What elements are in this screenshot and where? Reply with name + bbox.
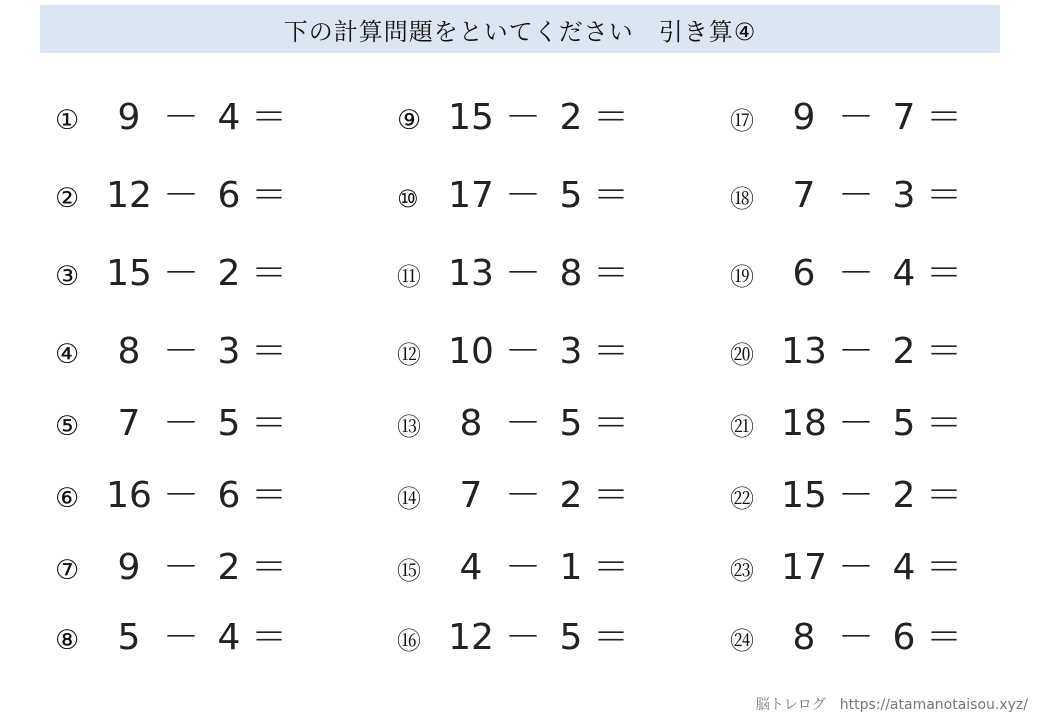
problem-number: ㉒ bbox=[730, 485, 752, 513]
problem-item bbox=[55, 332, 355, 392]
minus-sign: － bbox=[163, 97, 200, 138]
equals-sign: ＝ bbox=[593, 253, 630, 294]
problem-number: ④ bbox=[55, 339, 80, 370]
subtrahend: 7 bbox=[892, 97, 916, 138]
equals-sign: ＝ bbox=[251, 403, 288, 444]
equals-sign: ＝ bbox=[593, 475, 630, 516]
equals-sign: ＝ bbox=[926, 617, 963, 658]
subtrahend: 2 bbox=[559, 97, 583, 138]
subtrahend: 6 bbox=[892, 617, 916, 658]
minus-sign: － bbox=[163, 175, 200, 216]
problem-item bbox=[397, 404, 697, 464]
problem-number: ⑫ bbox=[397, 341, 419, 369]
problem-item bbox=[55, 98, 355, 158]
subtrahend: 6 bbox=[217, 475, 241, 516]
subtrahend: 3 bbox=[892, 175, 916, 216]
minus-sign: － bbox=[163, 475, 200, 516]
minus-sign: － bbox=[163, 403, 200, 444]
subtrahend: 2 bbox=[892, 475, 916, 516]
problem-number: ⑬ bbox=[397, 413, 419, 441]
problem-item bbox=[730, 176, 1030, 236]
problem-item bbox=[397, 618, 697, 678]
problem-item bbox=[730, 618, 1030, 678]
minuend: 9 bbox=[117, 547, 141, 588]
problem-number: ⑰ bbox=[730, 107, 752, 135]
minuend: 15 bbox=[448, 97, 494, 138]
minuend: 4 bbox=[459, 547, 483, 588]
minus-sign: － bbox=[163, 253, 200, 294]
minuend: 8 bbox=[459, 403, 483, 444]
problem-number: ㉓ bbox=[730, 557, 752, 585]
equals-sign: ＝ bbox=[926, 403, 963, 444]
site-credit: 脳トレログ https://atamanotaisou.xyz/ bbox=[755, 697, 1028, 713]
problem-item bbox=[397, 254, 697, 314]
problem-item bbox=[397, 332, 697, 392]
subtrahend: 2 bbox=[559, 475, 583, 516]
problem-item bbox=[397, 98, 697, 158]
problem-item bbox=[397, 476, 697, 536]
minus-sign: － bbox=[505, 331, 542, 372]
problem-item bbox=[730, 332, 1030, 392]
problem-item bbox=[397, 176, 697, 236]
subtrahend: 5 bbox=[892, 403, 916, 444]
problem-number: ⑩ bbox=[397, 185, 417, 213]
problem-number: ⑤ bbox=[55, 411, 80, 442]
minuend: 16 bbox=[106, 475, 152, 516]
minus-sign: － bbox=[163, 617, 200, 658]
subtrahend: 3 bbox=[217, 331, 241, 372]
problem-number: ⑥ bbox=[55, 483, 80, 514]
minus-sign: － bbox=[838, 617, 875, 658]
equals-sign: ＝ bbox=[593, 547, 630, 588]
minuend: 7 bbox=[792, 175, 816, 216]
subtrahend: 2 bbox=[217, 253, 241, 294]
equals-sign: ＝ bbox=[251, 253, 288, 294]
problem-number: ⑳ bbox=[730, 341, 752, 369]
minus-sign: － bbox=[505, 253, 542, 294]
minuend: 8 bbox=[792, 617, 816, 658]
minus-sign: － bbox=[505, 475, 542, 516]
minus-sign: － bbox=[505, 97, 542, 138]
problem-number: ① bbox=[55, 105, 80, 136]
equals-sign: ＝ bbox=[251, 97, 288, 138]
problem-item bbox=[55, 176, 355, 236]
problem-number: ⑮ bbox=[397, 557, 419, 585]
equals-sign: ＝ bbox=[926, 253, 963, 294]
problem-number: ⑭ bbox=[397, 485, 419, 513]
minus-sign: － bbox=[838, 175, 875, 216]
problem-number: ⑨ bbox=[397, 105, 422, 136]
problem-number: ③ bbox=[55, 261, 80, 292]
minuend: 6 bbox=[792, 253, 816, 294]
minuend: 7 bbox=[459, 475, 483, 516]
equals-sign: ＝ bbox=[251, 617, 288, 658]
minus-sign: － bbox=[838, 547, 875, 588]
minuend: 7 bbox=[117, 403, 141, 444]
subtrahend: 8 bbox=[559, 253, 583, 294]
equals-sign: ＝ bbox=[593, 97, 630, 138]
equals-sign: ＝ bbox=[926, 475, 963, 516]
minus-sign: － bbox=[163, 331, 200, 372]
problem-number: ㉔ bbox=[730, 627, 752, 655]
problem-item bbox=[730, 98, 1030, 158]
subtrahend: 6 bbox=[217, 175, 241, 216]
equals-sign: ＝ bbox=[251, 475, 288, 516]
subtrahend: 5 bbox=[217, 403, 241, 444]
subtrahend: 2 bbox=[892, 331, 916, 372]
minus-sign: － bbox=[838, 403, 875, 444]
subtrahend: 5 bbox=[559, 617, 583, 658]
subtrahend: 3 bbox=[559, 331, 583, 372]
subtrahend: 4 bbox=[892, 547, 916, 588]
minus-sign: － bbox=[838, 475, 875, 516]
equals-sign: ＝ bbox=[926, 175, 963, 216]
problem-item bbox=[730, 254, 1030, 314]
minuend: 18 bbox=[781, 403, 827, 444]
minuend: 12 bbox=[106, 175, 152, 216]
problem-item bbox=[730, 548, 1030, 608]
problem-number: ⑦ bbox=[55, 555, 80, 586]
subtrahend: 4 bbox=[217, 617, 241, 658]
equals-sign: ＝ bbox=[926, 331, 963, 372]
problem-item bbox=[55, 476, 355, 536]
minus-sign: － bbox=[505, 403, 542, 444]
subtrahend: 5 bbox=[559, 175, 583, 216]
problem-item bbox=[55, 254, 355, 314]
minuend: 15 bbox=[106, 253, 152, 294]
problem-number: ⑯ bbox=[397, 627, 419, 655]
minus-sign: － bbox=[838, 253, 875, 294]
minuend: 17 bbox=[448, 175, 494, 216]
problem-number: ⑪ bbox=[397, 263, 419, 291]
minus-sign: － bbox=[838, 97, 875, 138]
problem-item bbox=[55, 404, 355, 464]
problem-number: ㉑ bbox=[730, 413, 752, 441]
minuend: 15 bbox=[781, 475, 827, 516]
problem-number: ⑲ bbox=[730, 263, 752, 291]
problem-item bbox=[55, 548, 355, 608]
problem-item bbox=[730, 404, 1030, 464]
equals-sign: ＝ bbox=[251, 175, 288, 216]
problem-item bbox=[730, 476, 1030, 536]
equals-sign: ＝ bbox=[593, 175, 630, 216]
minuend: 9 bbox=[117, 97, 141, 138]
subtrahend: 2 bbox=[217, 547, 241, 588]
minuend: 12 bbox=[448, 617, 494, 658]
minuend: 10 bbox=[448, 331, 494, 372]
problem-number: ⑱ bbox=[730, 185, 752, 213]
equals-sign: ＝ bbox=[251, 547, 288, 588]
equals-sign: ＝ bbox=[926, 97, 963, 138]
minus-sign: － bbox=[838, 331, 875, 372]
minuend: 17 bbox=[781, 547, 827, 588]
subtrahend: 1 bbox=[559, 547, 583, 588]
minus-sign: － bbox=[505, 617, 542, 658]
minuend: 8 bbox=[117, 331, 141, 372]
problem-item bbox=[55, 618, 355, 678]
equals-sign: ＝ bbox=[251, 331, 288, 372]
minus-sign: － bbox=[505, 175, 542, 216]
subtrahend: 4 bbox=[892, 253, 916, 294]
subtrahend: 5 bbox=[559, 403, 583, 444]
minuend: 9 bbox=[792, 97, 816, 138]
problem-number: ⑧ bbox=[55, 625, 80, 656]
equals-sign: ＝ bbox=[593, 331, 630, 372]
minuend: 5 bbox=[117, 617, 141, 658]
equals-sign: ＝ bbox=[926, 547, 963, 588]
equals-sign: ＝ bbox=[593, 617, 630, 658]
page-title: 下の計算問題をといてください 引き算④ bbox=[283, 17, 757, 46]
problem-item bbox=[397, 548, 697, 608]
problem-number: ② bbox=[55, 183, 80, 214]
minuend: 13 bbox=[448, 253, 494, 294]
minuend: 13 bbox=[781, 331, 827, 372]
subtrahend: 4 bbox=[217, 97, 241, 138]
minus-sign: － bbox=[505, 547, 542, 588]
equals-sign: ＝ bbox=[593, 403, 630, 444]
minus-sign: － bbox=[163, 547, 200, 588]
